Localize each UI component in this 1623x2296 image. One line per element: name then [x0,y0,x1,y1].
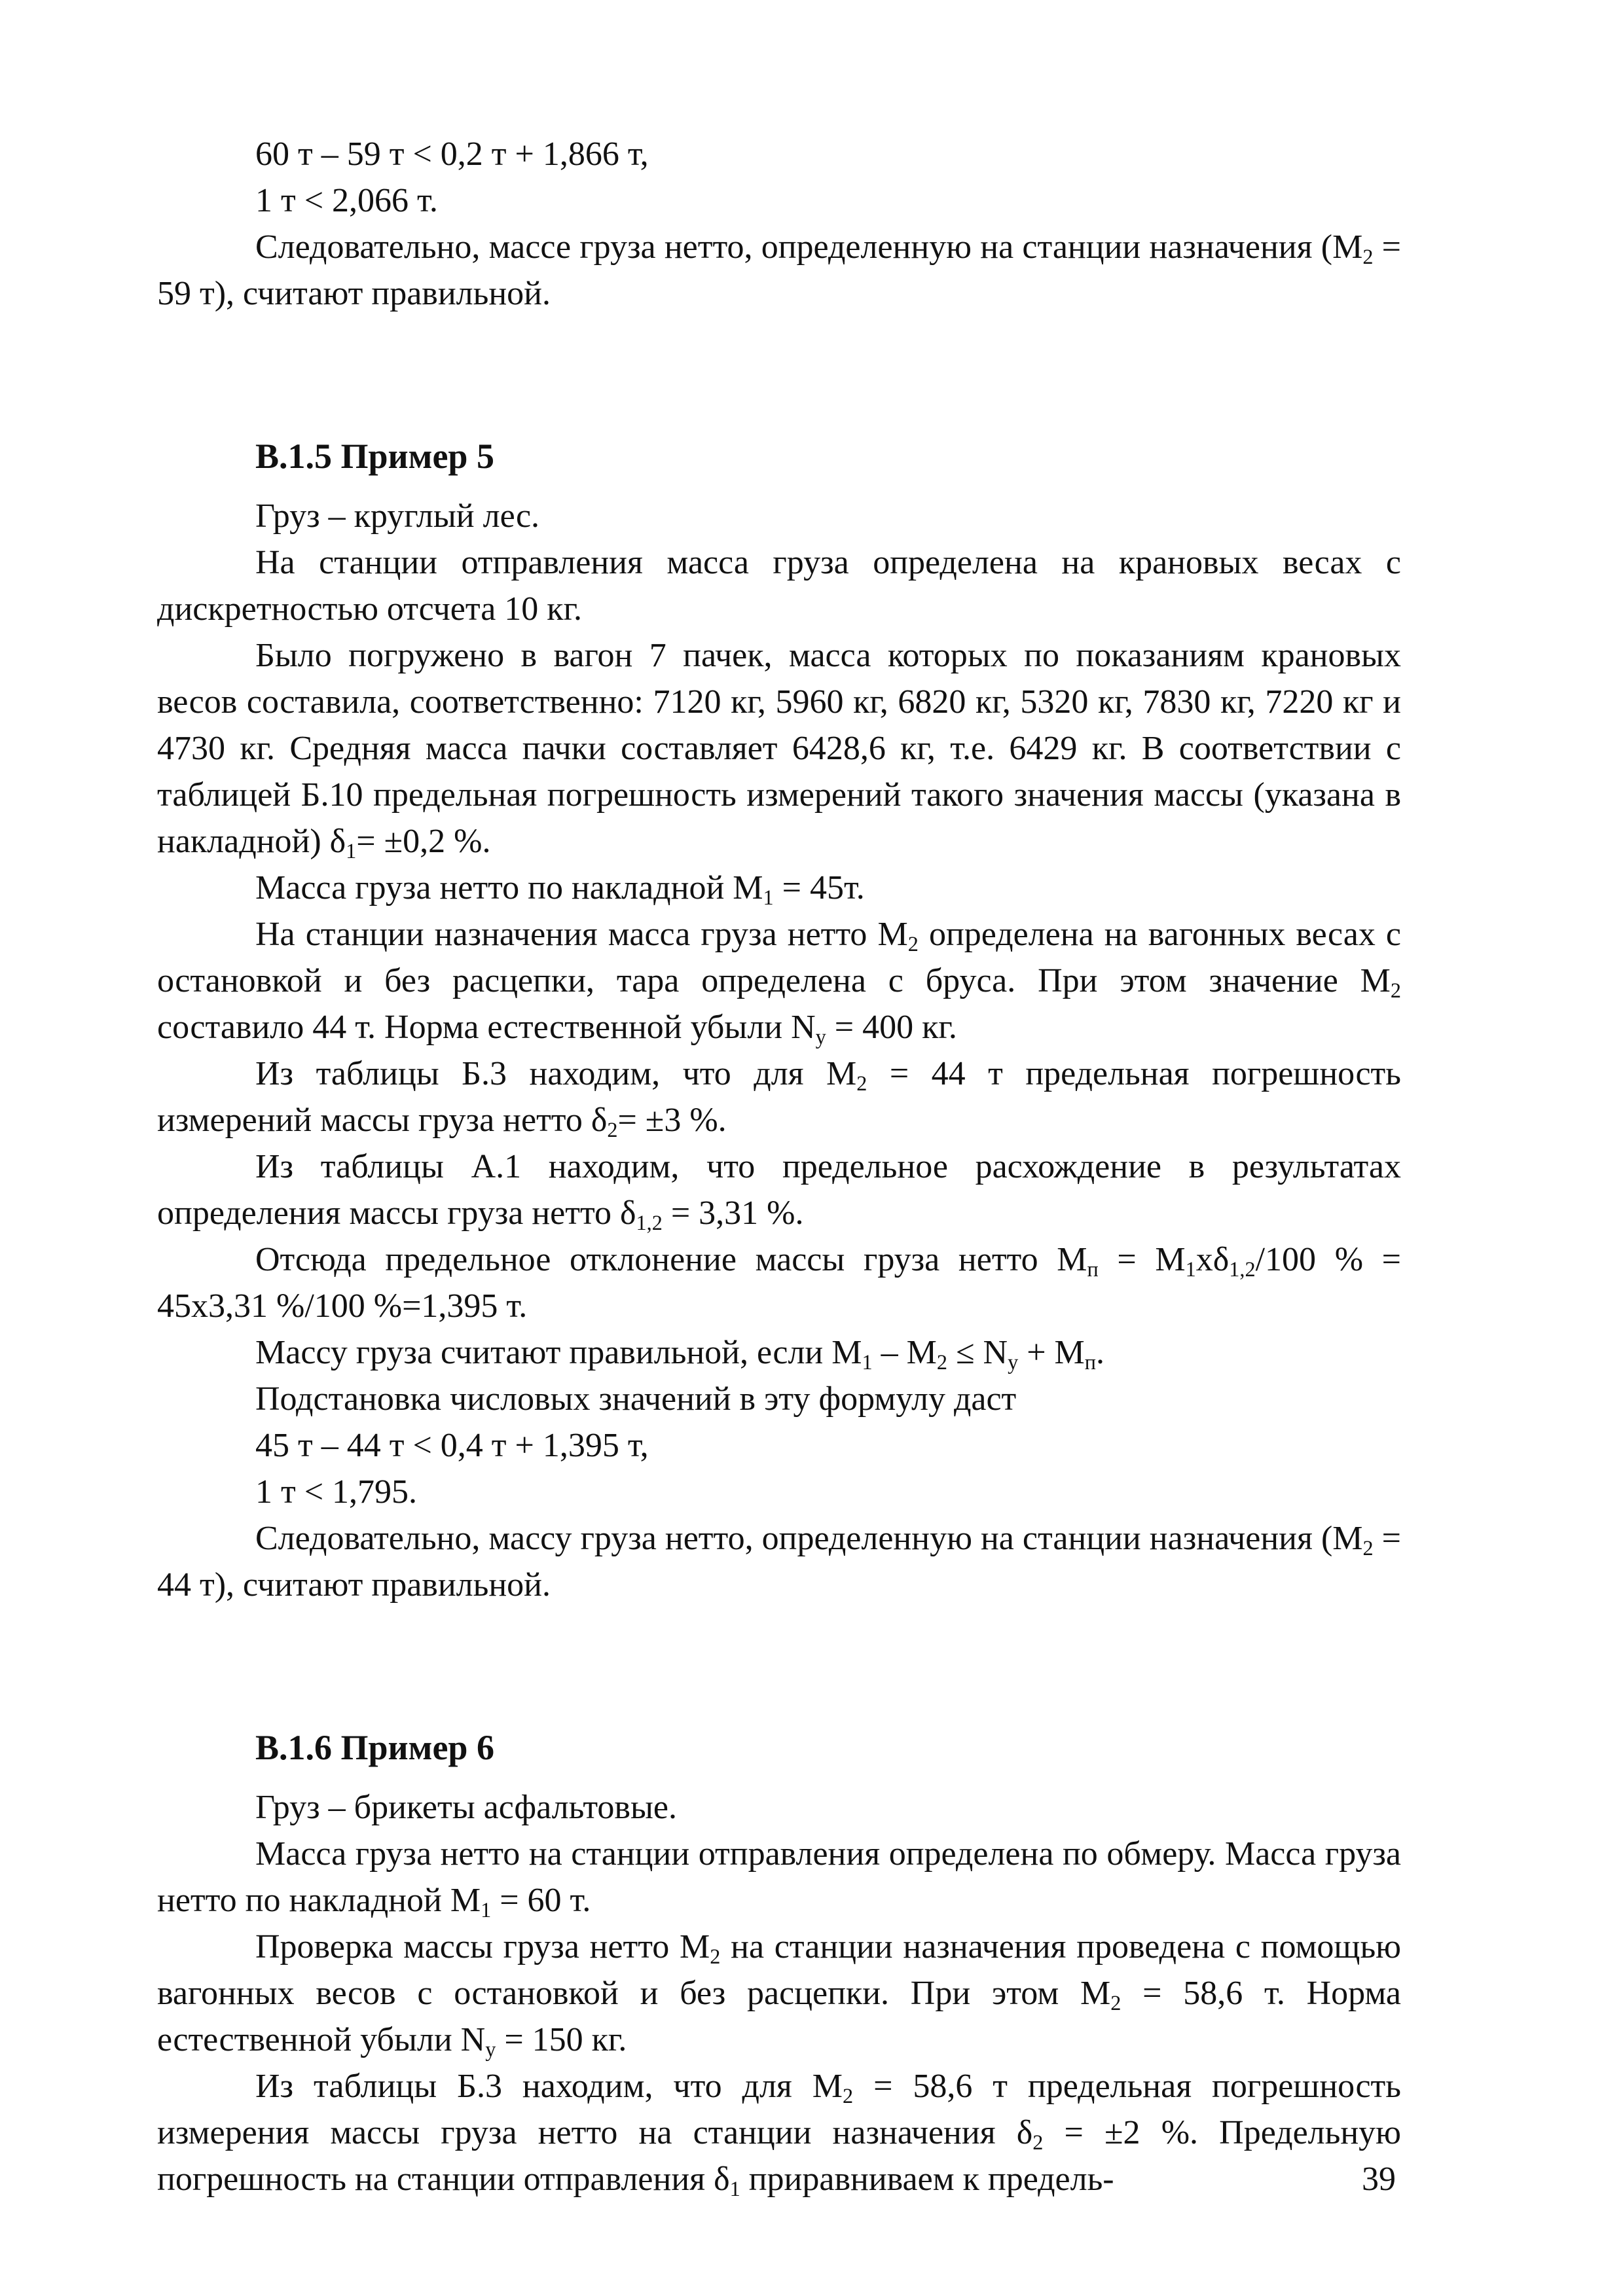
section-gap [157,1608,1401,1725]
paragraph: Массу груза считают правильной, если $M_1 - M_2 \le N_y + M_п$. [255,1334,1105,1374]
section-gap [157,317,1401,433]
paragraph: Подстановка числовых значений в эту формулу даст [255,1380,1017,1418]
paragraph: Отсюда предельное отклонение массы груза нетто $M_п = M_1x\delta_{1,2}/100$ % = 45x3,31 %/100 %=1,395 т. [157,1241,1401,1325]
paragraph: Груз – брикеты асфальтовые. [255,1789,677,1826]
paragraph: На станции назначения масса груза нетто $M_2$ определена на вагонных весах с остановкой и без расцепки, тара определена с бруса. При этом значение $M_2$ составило 44 т. Норма естественной убыли $N_y = 400$ кг. [157,916,1401,1049]
paragraph: Следовательно, массе груза нетто, определенную на станции назначения ($M_2 = 59$ т), считают правильной. [157,228,1401,312]
section-heading-example-5: В.1.5 Пример 5 [255,437,494,476]
document-page [157,131,1401,2202]
paragraph: Масса груза нетто на станции отправления определена по обмеру. Масса груза нетто по накладной $M_1 = 60$ т. [157,1835,1401,1922]
section-heading-example-6: В.1.6 Пример 6 [255,1728,494,1767]
paragraph: Было погружено в вагон 7 пачек, масса которых по показаниям крановых весов составила, соответственно: 7120 кг, 5960 кг, 6820 кг, 5320 кг, 7830 кг, 7220 кг и 4730 кг. Средняя масса пачки составляет 6428,6 кг, т.е. 6429 кг. В соответствии с таблицей Б.10 предельная погрешность измерений такого значения массы (указана в накладной) $\delta_1= \pm 0,2$ %. [157,637,1401,863]
paragraph: Из таблицы Б.3 находим, что для $M_2 = 58,6$ т предельная погрешность измерения массы груза нетто на станции назначения $\delta_2 = \pm 2$ %. Предельную погрешность на станции отправления $\delta_1$ приравниваем к предель- [157,2068,1401,2201]
formula-line: 1 т < 1,795. [255,1473,418,1511]
formula-line: 60 т – 59 т < 0,2 т + 1,866 т, [255,135,649,173]
paragraph: Из таблицы А.1 находим, что предельное расхождение в результатах определения массы груза нетто $\delta_{1,2} = 3,31$ %. [157,1148,1401,1235]
paragraph: Следовательно, массу груза нетто, определенную на станции назначения ($M_2 = 44$ т), считают правильной. [157,1520,1402,1604]
paragraph: Масса груза нетто по накладной $M_1 = 45т$. [255,869,865,910]
paragraph: Груз – круглый лес. [255,497,540,535]
formula-line: 1 т < 2,066 т. [255,182,438,219]
page-number: 39 [1362,2161,1396,2198]
paragraph: На станции отправления масса груза определена на крановых весах с дискретностью отсчета 10 кг. [157,544,1401,628]
paragraph: Из таблицы Б.3 находим, что для $M_2 = 44$ т предельная погрешность измерений массы груза нетто $\delta_2= \pm 3$ %. [157,1055,1401,1142]
formula-line: 45 т – 44 т < 0,4 т + 1,395 т, [255,1427,649,1464]
paragraph: Проверка массы груза нетто $M_2$ на станции назначения проведена с помощью вагонных весов с остановкой и без расцепки. При этом $M_2 = 58,6$ т. Норма естественной убыли $N_y = 150$ кг. [157,1928,1402,2062]
